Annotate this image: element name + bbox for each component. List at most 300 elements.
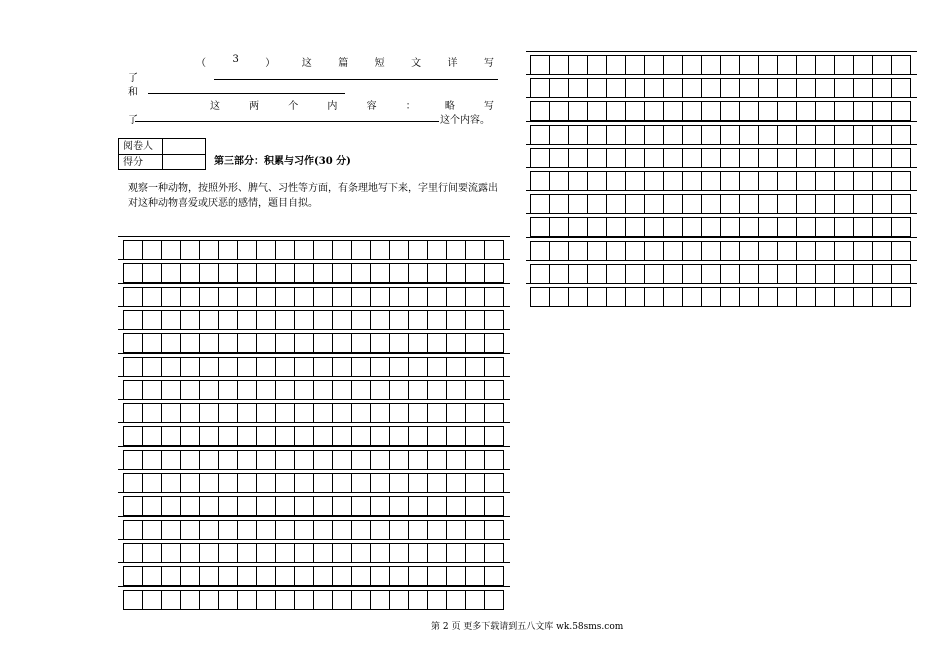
grid-cell[interactable] <box>256 473 276 493</box>
grid-cell[interactable] <box>180 240 200 260</box>
grid-cell[interactable] <box>777 194 797 214</box>
grid-cell[interactable] <box>351 263 371 283</box>
grid-cell[interactable] <box>161 543 181 563</box>
grid-cell[interactable] <box>389 263 409 283</box>
grid-cell[interactable] <box>465 287 485 307</box>
grid-cell[interactable] <box>853 264 873 284</box>
grid-cell[interactable] <box>777 148 797 168</box>
grid-cell[interactable] <box>796 264 816 284</box>
grid-cell[interactable] <box>294 426 314 446</box>
grid-cell[interactable] <box>427 590 447 610</box>
grid-cell[interactable] <box>872 241 892 261</box>
grid-cell[interactable] <box>530 148 550 168</box>
grid-cell[interactable] <box>351 520 371 540</box>
grid-cell[interactable] <box>351 310 371 330</box>
grid-cell[interactable] <box>313 520 333 540</box>
grid-cell[interactable] <box>256 590 276 610</box>
grid-cell[interactable] <box>332 263 352 283</box>
grid-cell[interactable] <box>644 55 664 75</box>
q3-blank-2[interactable] <box>148 93 345 94</box>
grid-cell[interactable] <box>484 520 504 540</box>
grid-cell[interactable] <box>834 217 854 237</box>
grid-cell[interactable] <box>606 55 626 75</box>
grid-cell[interactable] <box>199 333 219 353</box>
grid-cell[interactable] <box>180 543 200 563</box>
grid-cell[interactable] <box>161 333 181 353</box>
grid-cell[interactable] <box>587 194 607 214</box>
grid-cell[interactable] <box>625 287 645 307</box>
grid-cell[interactable] <box>701 287 721 307</box>
grid-cell[interactable] <box>720 264 740 284</box>
grid-cell[interactable] <box>313 590 333 610</box>
grid-cell[interactable] <box>739 264 759 284</box>
grid-cell[interactable] <box>142 240 162 260</box>
grid-cell[interactable] <box>180 473 200 493</box>
grid-cell[interactable] <box>549 241 569 261</box>
grid-cell[interactable] <box>530 194 550 214</box>
grid-cell[interactable] <box>313 496 333 516</box>
grid-cell[interactable] <box>142 520 162 540</box>
grid-cell[interactable] <box>625 125 645 145</box>
grid-cell[interactable] <box>427 403 447 423</box>
grid-cell[interactable] <box>446 543 466 563</box>
grid-cell[interactable] <box>332 590 352 610</box>
grid-cell[interactable] <box>370 380 390 400</box>
grid-cell[interactable] <box>682 264 702 284</box>
grid-cell[interactable] <box>123 263 143 283</box>
grid-cell[interactable] <box>351 496 371 516</box>
grid-cell[interactable] <box>625 171 645 191</box>
grid-cell[interactable] <box>815 217 835 237</box>
grid-cell[interactable] <box>758 194 778 214</box>
grid-cell[interactable] <box>625 241 645 261</box>
grid-cell[interactable] <box>758 217 778 237</box>
grid-cell[interactable] <box>663 171 683 191</box>
grid-cell[interactable] <box>625 264 645 284</box>
grid-cell[interactable] <box>758 148 778 168</box>
grid-cell[interactable] <box>663 217 683 237</box>
grid-cell[interactable] <box>644 194 664 214</box>
grid-cell[interactable] <box>568 217 588 237</box>
grid-cell[interactable] <box>161 380 181 400</box>
q3-blank-1[interactable] <box>214 79 498 80</box>
grid-cell[interactable] <box>351 450 371 470</box>
grid-cell[interactable] <box>180 403 200 423</box>
grid-cell[interactable] <box>294 357 314 377</box>
grid-cell[interactable] <box>351 566 371 586</box>
grid-cell[interactable] <box>872 287 892 307</box>
grid-cell[interactable] <box>568 264 588 284</box>
grid-cell[interactable] <box>142 450 162 470</box>
grid-cell[interactable] <box>389 240 409 260</box>
grid-cell[interactable] <box>408 496 428 516</box>
grid-cell[interactable] <box>237 263 257 283</box>
grid-cell[interactable] <box>389 287 409 307</box>
grid-cell[interactable] <box>313 403 333 423</box>
grid-cell[interactable] <box>256 263 276 283</box>
grid-cell[interactable] <box>237 380 257 400</box>
grid-cell[interactable] <box>427 520 447 540</box>
grid-cell[interactable] <box>313 380 333 400</box>
grid-cell[interactable] <box>682 217 702 237</box>
grid-cell[interactable] <box>275 310 295 330</box>
grid-cell[interactable] <box>294 450 314 470</box>
grid-cell[interactable] <box>465 333 485 353</box>
grid-cell[interactable] <box>237 310 257 330</box>
grid-cell[interactable] <box>568 148 588 168</box>
grid-cell[interactable] <box>408 263 428 283</box>
grid-cell[interactable] <box>256 520 276 540</box>
grid-cell[interactable] <box>834 55 854 75</box>
grid-cell[interactable] <box>199 426 219 446</box>
grid-cell[interactable] <box>218 566 238 586</box>
grid-cell[interactable] <box>484 263 504 283</box>
grid-cell[interactable] <box>720 55 740 75</box>
grid-cell[interactable] <box>351 403 371 423</box>
grid-cell[interactable] <box>123 380 143 400</box>
grid-cell[interactable] <box>351 357 371 377</box>
grid-cell[interactable] <box>161 520 181 540</box>
grid-cell[interactable] <box>625 194 645 214</box>
grid-cell[interactable] <box>834 171 854 191</box>
grid-cell[interactable] <box>739 194 759 214</box>
grid-cell[interactable] <box>389 590 409 610</box>
grid-cell[interactable] <box>796 101 816 121</box>
grid-cell[interactable] <box>294 590 314 610</box>
grid-cell[interactable] <box>180 566 200 586</box>
grid-cell[interactable] <box>161 357 181 377</box>
grid-cell[interactable] <box>180 263 200 283</box>
grid-cell[interactable] <box>351 380 371 400</box>
grid-cell[interactable] <box>777 171 797 191</box>
grid-cell[interactable] <box>644 171 664 191</box>
grid-cell[interactable] <box>530 78 550 98</box>
grid-cell[interactable] <box>427 357 447 377</box>
grid-cell[interactable] <box>834 148 854 168</box>
grid-cell[interactable] <box>465 450 485 470</box>
grid-cell[interactable] <box>180 287 200 307</box>
grid-cell[interactable] <box>465 263 485 283</box>
grid-cell[interactable] <box>625 217 645 237</box>
grid-cell[interactable] <box>720 125 740 145</box>
grid-cell[interactable] <box>644 148 664 168</box>
grid-cell[interactable] <box>351 473 371 493</box>
grid-cell[interactable] <box>549 78 569 98</box>
grid-cell[interactable] <box>123 403 143 423</box>
grid-cell[interactable] <box>606 171 626 191</box>
grid-cell[interactable] <box>313 287 333 307</box>
grid-cell[interactable] <box>408 333 428 353</box>
grid-cell[interactable] <box>796 125 816 145</box>
grid-cell[interactable] <box>568 287 588 307</box>
grid-cell[interactable] <box>408 543 428 563</box>
grid-cell[interactable] <box>815 148 835 168</box>
grid-cell[interactable] <box>758 125 778 145</box>
grid-cell[interactable] <box>484 450 504 470</box>
grid-cell[interactable] <box>218 263 238 283</box>
grid-cell[interactable] <box>427 450 447 470</box>
grid-cell[interactable] <box>891 171 911 191</box>
grid-cell[interactable] <box>370 473 390 493</box>
grid-cell[interactable] <box>313 333 333 353</box>
grid-cell[interactable] <box>568 125 588 145</box>
grid-cell[interactable] <box>275 496 295 516</box>
grid-cell[interactable] <box>370 403 390 423</box>
grid-cell[interactable] <box>275 566 295 586</box>
grid-cell[interactable] <box>568 171 588 191</box>
grid-cell[interactable] <box>199 240 219 260</box>
grid-cell[interactable] <box>332 380 352 400</box>
grid-cell[interactable] <box>123 496 143 516</box>
grid-cell[interactable] <box>796 55 816 75</box>
grid-cell[interactable] <box>313 240 333 260</box>
grid-cell[interactable] <box>370 450 390 470</box>
grid-cell[interactable] <box>180 357 200 377</box>
grid-cell[interactable] <box>408 310 428 330</box>
grid-cell[interactable] <box>777 264 797 284</box>
grid-cell[interactable] <box>294 240 314 260</box>
grid-cell[interactable] <box>796 241 816 261</box>
grid-cell[interactable] <box>332 357 352 377</box>
grid-cell[interactable] <box>408 240 428 260</box>
grid-cell[interactable] <box>351 287 371 307</box>
grid-cell[interactable] <box>682 125 702 145</box>
grid-cell[interactable] <box>720 287 740 307</box>
grid-cell[interactable] <box>484 473 504 493</box>
grid-cell[interactable] <box>256 380 276 400</box>
grid-cell[interactable] <box>777 125 797 145</box>
grid-cell[interactable] <box>739 125 759 145</box>
grid-cell[interactable] <box>549 194 569 214</box>
grid-cell[interactable] <box>218 287 238 307</box>
grid-cell[interactable] <box>587 241 607 261</box>
grid-cell[interactable] <box>446 287 466 307</box>
grid-cell[interactable] <box>218 473 238 493</box>
grid-cell[interactable] <box>408 380 428 400</box>
grid-cell[interactable] <box>644 101 664 121</box>
grid-cell[interactable] <box>370 333 390 353</box>
grid-cell[interactable] <box>180 426 200 446</box>
grid-cell[interactable] <box>389 333 409 353</box>
grid-cell[interactable] <box>408 566 428 586</box>
grid-cell[interactable] <box>332 240 352 260</box>
grid-cell[interactable] <box>218 590 238 610</box>
grid-cell[interactable] <box>294 566 314 586</box>
grid-cell[interactable] <box>834 78 854 98</box>
grid-cell[interactable] <box>739 171 759 191</box>
grid-cell[interactable] <box>587 125 607 145</box>
grid-cell[interactable] <box>853 171 873 191</box>
grid-cell[interactable] <box>237 287 257 307</box>
grid-cell[interactable] <box>606 125 626 145</box>
grid-cell[interactable] <box>465 403 485 423</box>
grid-cell[interactable] <box>549 264 569 284</box>
grid-cell[interactable] <box>587 287 607 307</box>
grid-cell[interactable] <box>218 333 238 353</box>
grid-cell[interactable] <box>701 78 721 98</box>
grid-cell[interactable] <box>123 590 143 610</box>
grid-cell[interactable] <box>465 496 485 516</box>
grid-cell[interactable] <box>663 194 683 214</box>
grid-cell[interactable] <box>218 520 238 540</box>
grid-cell[interactable] <box>549 148 569 168</box>
grid-cell[interactable] <box>872 125 892 145</box>
grid-cell[interactable] <box>549 55 569 75</box>
grid-cell[interactable] <box>872 217 892 237</box>
grid-cell[interactable] <box>427 263 447 283</box>
grid-cell[interactable] <box>834 241 854 261</box>
grid-cell[interactable] <box>218 240 238 260</box>
grid-cell[interactable] <box>161 473 181 493</box>
grid-cell[interactable] <box>161 450 181 470</box>
grid-cell[interactable] <box>294 496 314 516</box>
grid-cell[interactable] <box>237 357 257 377</box>
grid-cell[interactable] <box>123 426 143 446</box>
grid-cell[interactable] <box>142 473 162 493</box>
grid-cell[interactable] <box>530 287 550 307</box>
grid-cell[interactable] <box>644 125 664 145</box>
grid-cell[interactable] <box>218 380 238 400</box>
grid-cell[interactable] <box>758 55 778 75</box>
grid-cell[interactable] <box>484 310 504 330</box>
grid-cell[interactable] <box>408 590 428 610</box>
grid-cell[interactable] <box>332 473 352 493</box>
grid-cell[interactable] <box>758 241 778 261</box>
grid-cell[interactable] <box>142 403 162 423</box>
grid-cell[interactable] <box>777 287 797 307</box>
grid-cell[interactable] <box>853 78 873 98</box>
grid-cell[interactable] <box>815 241 835 261</box>
grid-cell[interactable] <box>720 78 740 98</box>
grid-cell[interactable] <box>484 543 504 563</box>
grid-cell[interactable] <box>370 287 390 307</box>
grid-cell[interactable] <box>796 217 816 237</box>
grid-cell[interactable] <box>465 543 485 563</box>
grid-cell[interactable] <box>644 264 664 284</box>
grid-cell[interactable] <box>891 287 911 307</box>
grid-cell[interactable] <box>739 241 759 261</box>
grid-cell[interactable] <box>891 55 911 75</box>
grid-cell[interactable] <box>625 148 645 168</box>
grid-cell[interactable] <box>446 473 466 493</box>
grid-cell[interactable] <box>275 590 295 610</box>
grid-cell[interactable] <box>663 125 683 145</box>
grid-cell[interactable] <box>199 473 219 493</box>
grid-cell[interactable] <box>142 310 162 330</box>
grid-cell[interactable] <box>142 590 162 610</box>
grid-cell[interactable] <box>427 426 447 446</box>
grid-cell[interactable] <box>256 310 276 330</box>
grid-cell[interactable] <box>313 450 333 470</box>
grid-cell[interactable] <box>587 171 607 191</box>
grid-cell[interactable] <box>853 125 873 145</box>
grid-cell[interactable] <box>123 543 143 563</box>
grid-cell[interactable] <box>142 496 162 516</box>
grid-cell[interactable] <box>161 496 181 516</box>
grid-cell[interactable] <box>161 590 181 610</box>
grid-cell[interactable] <box>123 357 143 377</box>
grid-cell[interactable] <box>313 473 333 493</box>
grid-cell[interactable] <box>777 241 797 261</box>
grid-cell[interactable] <box>644 287 664 307</box>
grid-cell[interactable] <box>408 287 428 307</box>
grid-cell[interactable] <box>872 101 892 121</box>
grid-cell[interactable] <box>484 496 504 516</box>
grid-cell[interactable] <box>389 496 409 516</box>
grid-cell[interactable] <box>568 78 588 98</box>
grid-cell[interactable] <box>161 263 181 283</box>
grid-cell[interactable] <box>465 520 485 540</box>
grid-cell[interactable] <box>682 55 702 75</box>
grid-cell[interactable] <box>256 426 276 446</box>
grid-cell[interactable] <box>739 148 759 168</box>
writing-grid-right[interactable] <box>526 51 917 306</box>
grid-cell[interactable] <box>701 148 721 168</box>
grid-cell[interactable] <box>332 566 352 586</box>
grid-cell[interactable] <box>161 287 181 307</box>
grid-cell[interactable] <box>872 264 892 284</box>
grid-cell[interactable] <box>313 263 333 283</box>
grid-cell[interactable] <box>530 217 550 237</box>
grid-cell[interactable] <box>530 264 550 284</box>
grid-cell[interactable] <box>891 264 911 284</box>
grid-cell[interactable] <box>682 287 702 307</box>
grid-cell[interactable] <box>606 148 626 168</box>
grid-cell[interactable] <box>465 380 485 400</box>
grid-cell[interactable] <box>275 520 295 540</box>
grid-cell[interactable] <box>332 403 352 423</box>
grid-cell[interactable] <box>199 380 219 400</box>
grid-cell[interactable] <box>351 426 371 446</box>
grid-cell[interactable] <box>663 148 683 168</box>
grid-cell[interactable] <box>237 450 257 470</box>
grid-cell[interactable] <box>275 473 295 493</box>
grid-cell[interactable] <box>180 520 200 540</box>
grid-cell[interactable] <box>351 240 371 260</box>
grid-cell[interactable] <box>446 357 466 377</box>
grid-cell[interactable] <box>549 101 569 121</box>
grid-cell[interactable] <box>180 380 200 400</box>
grid-cell[interactable] <box>484 380 504 400</box>
grid-cell[interactable] <box>351 590 371 610</box>
grid-cell[interactable] <box>891 101 911 121</box>
grid-cell[interactable] <box>161 240 181 260</box>
grid-cell[interactable] <box>446 590 466 610</box>
grid-cell[interactable] <box>275 543 295 563</box>
grid-cell[interactable] <box>644 217 664 237</box>
grid-cell[interactable] <box>682 241 702 261</box>
grid-cell[interactable] <box>796 148 816 168</box>
grid-cell[interactable] <box>606 78 626 98</box>
grid-cell[interactable] <box>313 543 333 563</box>
grid-cell[interactable] <box>123 310 143 330</box>
grid-cell[interactable] <box>834 264 854 284</box>
grid-cell[interactable] <box>606 241 626 261</box>
grid-cell[interactable] <box>625 101 645 121</box>
grid-cell[interactable] <box>739 287 759 307</box>
grid-cell[interactable] <box>256 566 276 586</box>
grid-cell[interactable] <box>199 496 219 516</box>
grid-cell[interactable] <box>701 55 721 75</box>
grid-cell[interactable] <box>484 590 504 610</box>
grid-cell[interactable] <box>484 357 504 377</box>
grid-cell[interactable] <box>256 450 276 470</box>
grid-cell[interactable] <box>370 566 390 586</box>
grid-cell[interactable] <box>853 101 873 121</box>
grid-cell[interactable] <box>199 590 219 610</box>
grid-cell[interactable] <box>625 78 645 98</box>
grid-cell[interactable] <box>739 78 759 98</box>
